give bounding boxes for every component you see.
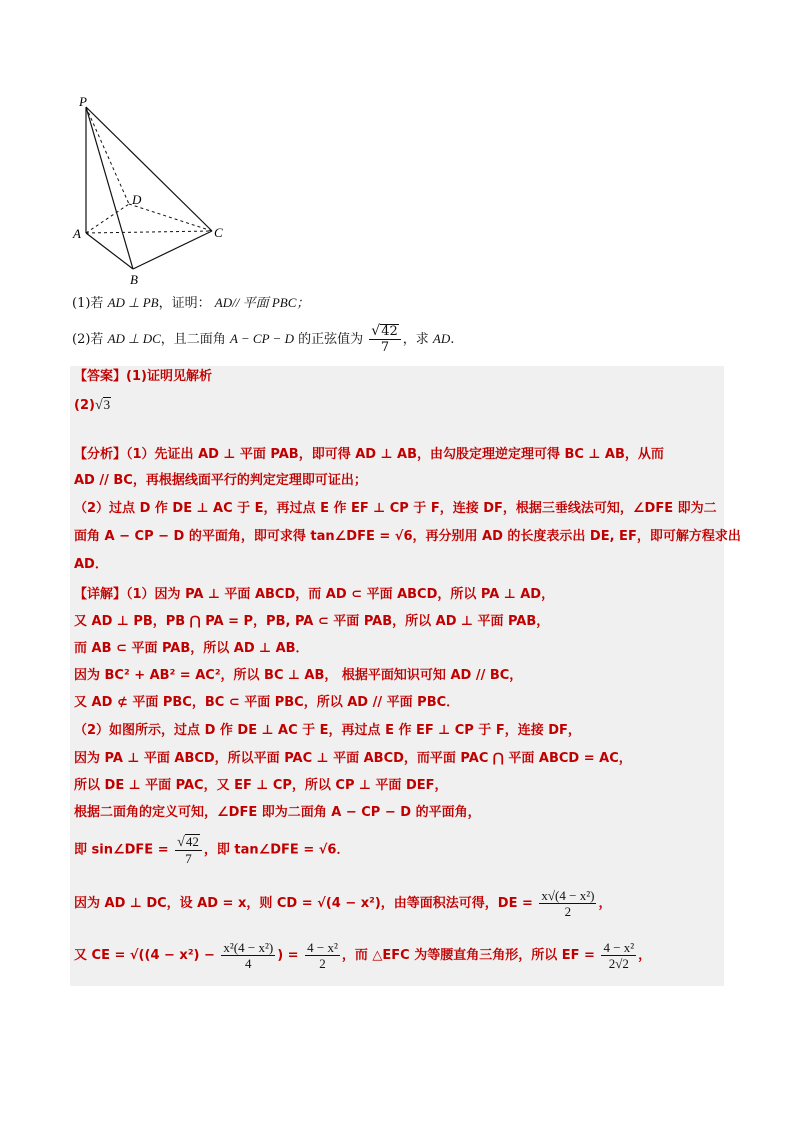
detail-line-8: 所以 DE ⊥ 平面 PAC，又 EF ⊥ CP，所以 CP ⊥ 平面 DEF， [74,778,448,793]
q2-mid: ，且二面角 [160,332,226,347]
edge-DC [129,204,212,231]
question-2 [72,324,454,355]
detail-line-11 [74,888,611,919]
detail-12-fraction-1 [221,940,275,971]
detail-10-num: 42 [185,834,199,849]
detail-11-fraction [539,888,596,919]
detail-12-den2: 2 [319,956,326,971]
edge-AC [86,231,212,233]
label-D: D [132,192,142,207]
analysis-1: （1）先证出 AD ⊥ 平面 PAB，即可得 AD ⊥ AB，由勾股定理逆定理可得 BC ⊥ AB，从而 [126,447,664,462]
answer-line-1 [74,368,212,386]
q1-claim: AD// 平面 PBC； [214,295,310,310]
q1-mid: ，证明： [158,296,211,311]
detail-1: （1）因为 PA ⊥ 平面 ABCD，而 AD ⊂ 平面 ABCD，所以 PA ⊥ AD， [126,587,555,602]
analysis-line-1 [74,446,664,464]
detail-10-den: 7 [185,851,192,866]
detail-line-6: （2）如图所示，过点 D 作 DE ⊥ AC 于 E，再过点 E 作 EF ⊥ CP 于 F，连接 DF， [74,723,581,738]
detail-12-den1: 4 [245,956,252,971]
detail-10-b: ，即 tan∠DFE = √6． [203,842,350,858]
detail-line-1 [74,586,554,604]
detail-12-fraction-2 [305,940,340,971]
analysis-line-4: 面角 A − CP − D 的平面角，即可求得 tan∠DFE = √6，再分别用 AD 的长度表示出 DE, EF，即可解方程求出 [74,529,741,544]
q2-end: ，求 [402,332,429,347]
q2-prefix: (2)若 [72,332,104,347]
edge-AD [86,204,129,233]
edge-PB [86,107,133,269]
q1-prefix: (1)若 [72,296,104,311]
detail-line-4: 因为 BC² + AB² = AC²，所以 BC ⊥ AB， 根据平面知识可知 AD // BC， [74,668,523,683]
answer-1: (1)证明见解析 [126,369,212,384]
detail-11-den: 2 [564,904,572,919]
detail-11-num: x√(4 − x²) [541,888,595,903]
edge-BC [133,231,212,269]
solution-box [70,366,741,986]
detail-10-fraction: $\frac{√42}{7}$ [175,834,202,866]
detail-line-3: 而 AB ⊂ 平面 PAB，所以 AD ⊥ AB． [74,641,309,656]
edge-AB [86,233,133,269]
label-C: C [214,225,223,240]
answer-tag: 【答案】 [74,369,127,384]
pyramid-figure [66,92,246,292]
q2-condition: AD ⊥ DC [107,331,161,346]
detail-12-fraction-3 [601,940,636,971]
detail-tag: 【详解】 [74,587,127,602]
detail-12-num3: 4 − x² [603,940,635,955]
answer-2-value: 3 [103,397,111,412]
edge-PC [86,107,212,231]
label-A: A [73,226,81,241]
detail-line-7: 因为 PA ⊥ 平面 ABCD，所以平面 PAC ⊥ 平面 ABCD，而平面 PAC ⋂ 平面 ABCD = AC， [74,751,632,766]
analysis-tag: 【分析】 [74,447,127,462]
analysis-line-2: AD // BC，再根据线面平行的判定定理即可证出； [74,473,367,488]
detail-12-num2: 4 − x² [307,940,338,955]
detail-line-9: 根据二面角的定义可知，∠DFE 即为二面角 A − CP − D 的平面角， [74,805,481,820]
q2-fraction: $\frac{√42}{7}$ [369,324,400,355]
detail-12-c: ， [638,948,652,963]
detail-11-a: 因为 AD ⊥ DC，设 AD = x，则 CD = √(4 − x²)，由等面积法可得，DE = [74,896,533,911]
detail-12-a: 又 CE = √((4 − x²) − [74,948,215,963]
detail-11-b: ， [598,896,612,911]
analysis-line-5: AD． [74,557,108,572]
pyramid-diagram [66,92,246,292]
detail-10-a: 即 sin∠DFE = [74,842,169,858]
answer-2-prefix: (2) [74,398,95,413]
q2-target: AD [432,331,451,346]
detail-12-mid: ) = [277,948,299,963]
analysis-line-3: （2）过点 D 作 DE ⊥ AC 于 E，再过点 E 作 EF ⊥ CP 于 F，连接 DF，根据三垂线法可知，∠DFE 即为二 [74,501,717,516]
label-B: B [130,272,138,287]
edge-PD [86,107,129,204]
q2-mid2: 的正弦值为 [298,332,364,347]
detail-12-den3: 2√2 [608,956,629,971]
q2-angle: A − CP − D [229,331,294,346]
question-1 [72,294,309,313]
detail-line-5: 又 AD ⊄ 平面 PBC，BC ⊂ 平面 PBC，所以 AD // 平面 PBC． [74,695,460,710]
detail-line-2: 又 AD ⊥ PB，PB ⋂ PA = P，PB, PA ⊂ 平面 PAB，所以 AD ⊥ 平面 PAB， [74,614,550,629]
detail-12-b: ，而 △EFC 为等腰直角三角形，所以 EF = [341,948,595,963]
detail-line-10 [74,834,349,866]
detail-12-num1: x²(4 − x²) [223,940,274,955]
q2-frac-den: 7 [380,340,390,355]
q2-frac-num: 42 [381,324,398,339]
detail-line-12 [74,940,651,971]
q1-condition: AD ⊥ PB [107,295,159,310]
q2-dot: . [450,332,455,347]
answer-line-2: (2)√3 [74,397,111,413]
label-P: P [79,94,87,109]
